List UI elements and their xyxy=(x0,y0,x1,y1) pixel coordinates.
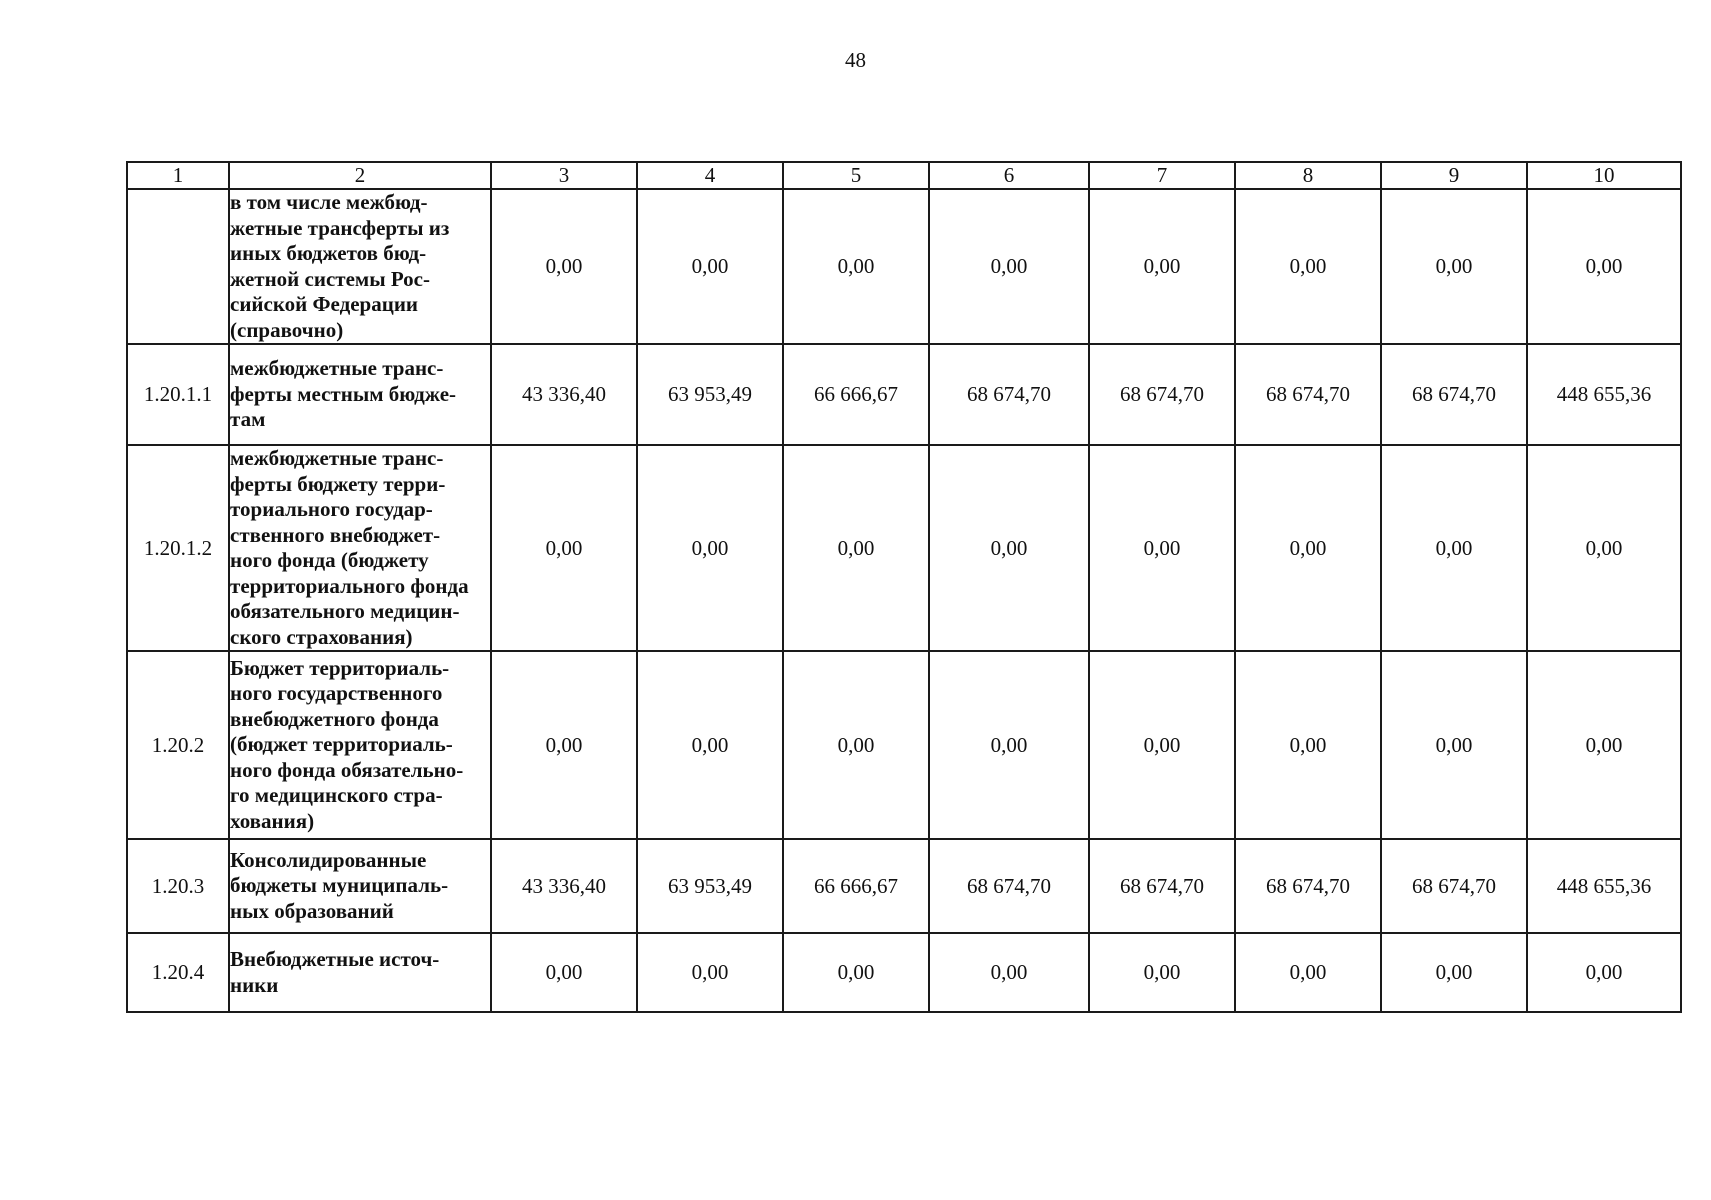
description-line: ного фонда (бюджету xyxy=(230,548,429,572)
description-line: внебюджетного фонда xyxy=(230,706,439,731)
value-cell: 68 674,70 xyxy=(1381,344,1527,445)
value-cell: 68 674,70 xyxy=(1381,839,1527,933)
value-cell: 0,00 xyxy=(637,933,783,1012)
description-line: ного государственного xyxy=(230,681,443,706)
value-cell: 0,00 xyxy=(929,445,1089,651)
column-header: 4 xyxy=(637,162,783,189)
value-cell: 68 674,70 xyxy=(1235,344,1381,445)
table-row xyxy=(127,651,1681,839)
row-description xyxy=(229,189,491,344)
column-header: 9 xyxy=(1381,162,1527,189)
value-cell: 43 336,40 xyxy=(491,344,637,445)
value-cell: 0,00 xyxy=(1527,933,1681,1012)
column-header: 1 xyxy=(127,162,229,189)
table-row xyxy=(127,933,1681,1012)
value-cell: 0,00 xyxy=(1089,651,1235,839)
value-cell: 0,00 xyxy=(929,189,1089,344)
row-code: 1.20.2 xyxy=(127,651,229,839)
description-line: ферты местным бюдже- xyxy=(230,381,457,406)
column-header: 10 xyxy=(1527,162,1681,189)
description-line: сийской Федерации xyxy=(230,292,419,316)
description-line: ных образований xyxy=(230,898,394,923)
description-line: территориального фонда xyxy=(230,573,469,598)
value-cell: 68 674,70 xyxy=(1235,839,1381,933)
value-cell: 0,00 xyxy=(1235,933,1381,1012)
row-description xyxy=(229,344,491,445)
value-cell: 63 953,49 xyxy=(637,839,783,933)
description-line: бюджеты муниципаль- xyxy=(230,873,449,898)
value-cell: 0,00 xyxy=(1089,933,1235,1012)
row-code: 1.20.1.2 xyxy=(127,445,229,651)
value-cell: 68 674,70 xyxy=(929,344,1089,445)
value-cell: 0,00 xyxy=(491,933,637,1012)
value-cell: 0,00 xyxy=(783,445,929,651)
value-cell: 0,00 xyxy=(637,189,783,344)
value-cell: 0,00 xyxy=(1381,933,1527,1012)
description-line: ториального государ- xyxy=(230,497,433,521)
value-cell: 0,00 xyxy=(1235,189,1381,344)
value-cell: 0,00 xyxy=(783,189,929,344)
row-code: 1.20.1.1 xyxy=(127,344,229,445)
column-header: 7 xyxy=(1089,162,1235,189)
value-cell: 0,00 xyxy=(491,189,637,344)
row-code: 1.20.4 xyxy=(127,933,229,1012)
description-line: Внебюджетные источ- xyxy=(230,947,440,971)
description-line: жетной системы Рос- xyxy=(230,266,430,291)
value-cell: 68 674,70 xyxy=(1089,839,1235,933)
value-cell: 0,00 xyxy=(637,445,783,651)
description-line: хования) xyxy=(230,808,315,833)
value-cell: 0,00 xyxy=(929,651,1089,839)
value-cell: 0,00 xyxy=(783,651,929,839)
value-cell: 0,00 xyxy=(491,445,637,651)
value-cell: 0,00 xyxy=(929,933,1089,1012)
description-line: ники xyxy=(230,972,279,997)
table-row xyxy=(127,189,1681,344)
column-header: 2 xyxy=(229,162,491,189)
value-cell: 0,00 xyxy=(1089,189,1235,344)
budget-table xyxy=(126,161,1682,1013)
value-cell: 448 655,36 xyxy=(1527,839,1681,933)
description-line: Бюджет территориаль- xyxy=(230,655,450,680)
description-line: жетные трансферты из xyxy=(230,215,450,240)
table-row xyxy=(127,445,1681,651)
description-line: межбюджетные транс- xyxy=(230,446,444,470)
value-cell: 0,00 xyxy=(491,651,637,839)
description-line: ного фонда обязательно- xyxy=(230,757,464,782)
value-cell: 66 666,67 xyxy=(783,344,929,445)
row-description xyxy=(229,651,491,839)
value-cell: 0,00 xyxy=(1235,445,1381,651)
value-cell: 0,00 xyxy=(1235,651,1381,839)
description-line: в том числе межбюд- xyxy=(230,190,428,214)
description-line: ского страхования) xyxy=(230,624,413,649)
description-line: (справочно) xyxy=(230,317,344,342)
value-cell: 0,00 xyxy=(1381,189,1527,344)
value-cell: 0,00 xyxy=(1381,445,1527,651)
column-header: 5 xyxy=(783,162,929,189)
description-line: (бюджет территориаль- xyxy=(230,732,453,757)
value-cell: 43 336,40 xyxy=(491,839,637,933)
row-code xyxy=(127,189,229,344)
value-cell: 68 674,70 xyxy=(929,839,1089,933)
page-number: 48 xyxy=(845,48,866,72)
value-cell: 68 674,70 xyxy=(1089,344,1235,445)
row-code: 1.20.3 xyxy=(127,839,229,933)
description-line: Консолидированные xyxy=(230,847,427,872)
value-cell: 0,00 xyxy=(1527,651,1681,839)
row-description xyxy=(229,445,491,651)
value-cell: 0,00 xyxy=(1527,445,1681,651)
value-cell: 66 666,67 xyxy=(783,839,929,933)
description-line: ственного внебюджет- xyxy=(230,522,441,547)
description-line: там xyxy=(230,407,266,432)
value-cell: 63 953,49 xyxy=(637,344,783,445)
column-header: 8 xyxy=(1235,162,1381,189)
column-header: 6 xyxy=(929,162,1089,189)
description-line: ферты бюджету терри- xyxy=(230,471,446,496)
value-cell: 0,00 xyxy=(637,651,783,839)
row-description xyxy=(229,839,491,933)
description-line: го медицинского стра- xyxy=(230,783,443,808)
description-line: межбюджетные транс- xyxy=(230,356,444,381)
column-header: 3 xyxy=(491,162,637,189)
value-cell: 0,00 xyxy=(1527,189,1681,344)
description-line: иных бюджетов бюд- xyxy=(230,241,427,265)
table-row xyxy=(127,344,1681,445)
table-header-row xyxy=(127,162,1681,189)
value-cell: 0,00 xyxy=(1089,445,1235,651)
row-description xyxy=(229,933,491,1012)
value-cell: 0,00 xyxy=(783,933,929,1012)
table-row xyxy=(127,839,1681,933)
value-cell: 0,00 xyxy=(1381,651,1527,839)
description-line: обязательного медицин- xyxy=(230,599,460,623)
value-cell: 448 655,36 xyxy=(1527,344,1681,445)
